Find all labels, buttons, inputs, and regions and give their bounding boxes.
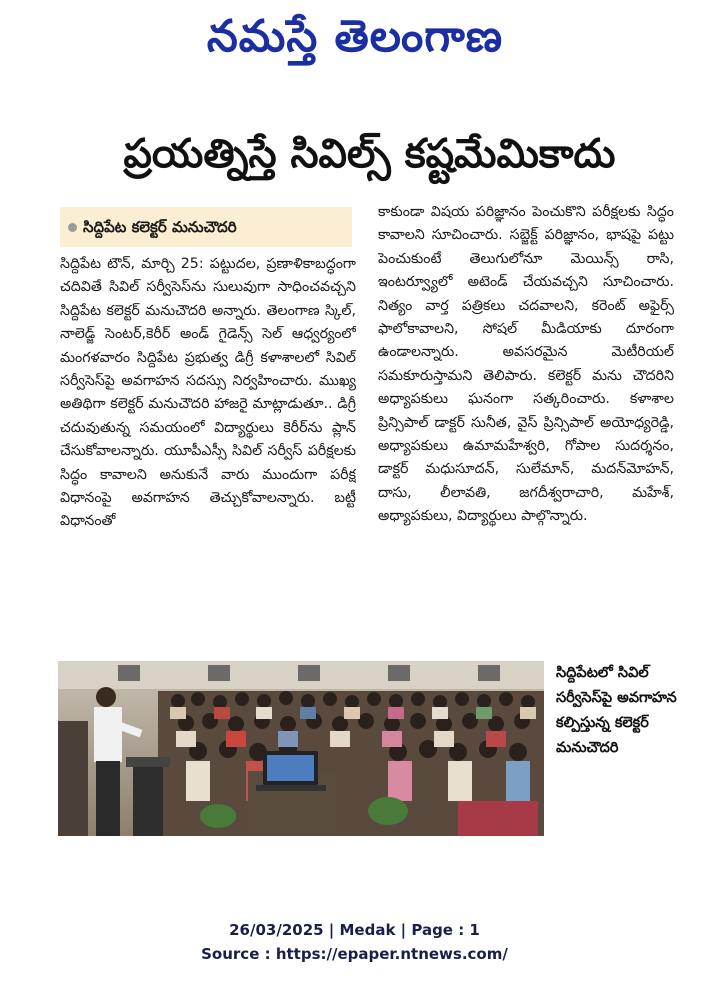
article-headline: ప్రయత్నిస్తే సివిల్స్ కష్టమేమికాదు (123, 131, 616, 177)
event-photo-illustration (58, 661, 544, 836)
article-photo (58, 661, 544, 836)
newspaper-masthead: నమస్తే తెలంగాణ (206, 11, 504, 62)
article-body-left-column: సిద్దిపేట టౌన్, మార్చి 25: పట్టుదల, ప్రణాళికాబద్ధంగా చదివితే సివిల్ సర్వీసెస్‌ను సులువుగా సాధించవచ్చని సిద్దిపేట కలెక్టర్ మనుచౌదరి అన్నారు. తెలంగాణ స్కిల్, నాలెడ్జ్ సెంటర్,కెరీర్ అండ్ గైడెన్స్ సెల్ ఆధ్వర్యంలో మంగళవారం సిద్దిపేట ప్రభుత్వ డిగ్రీ కళాశాలలో సివిల్ సర్వీసెస్‌పై అవగాహన సదస్సు నిర్వహించారు. ముఖ్య అతిథిగా కలెక్టర్ మనుచౌదరి హాజరై మాట్లాడుతూ.. డిగ్రీ చదువుతున్న సమయంలో విద్యార్థులు కెరీర్‌ను ప్లాన్ చేసుకోవాలన్నారు. యూపీఎస్సీ సివిల్ సర్వీస్ పరీక్షలకు సిద్ధం కావాలని అనుకునే వారు ముందుగా పరీక్ష విధానంపై అవగాహన తెచ్చుకోవాలన్నారు. బట్టీ విధానంతో (60, 256, 356, 530)
article-body-right-column: కాకుండా విషయ పరిజ్ఞానం పెంచుకొని పరీక్షలకు సిద్ధం కావాలని సూచించారు. సబ్జెక్ట్ పరిజ్ఞానం, భాషపై పట్టు పెంచుకుంటే తెలుగులోనూ మెయిన్స్ రాసి, ఇంటర్వ్యూలో అటెండ్ చేయవచ్చని సూచించారు. నిత్యం వార్త పత్రికలు చదవాలని, కరెంట్ అఫైర్స్ ఫాలోకావాలని, సోషల్ మీడియాకు దూరంగా ఉండాలన్నారు. అవసరమైన మెటీరియల్ సమకూరుస్తామని తెలిపారు. కలెక్టర్ మను చౌదరిని అధ్యాపకులు ఘనంగా సత్కరించారు. కళాశాల ప్రిన్సిపాల్ డాక్టర్ సునీత, వైస్ ప్రిన్సిపాల్ అయోధ్యరెడ్డి, అధ్యాపకులు ఉమామహేశ్వరి, గోపాల సుదర్శనం, డాక్టర్ మధుసూదన్, సులేమాన్, మదన్‌మోహన్, దాసు, లీలావతి, జగదీశ్వరాచారి, మహేశ్, అధ్యాపకులు, విద్యార్థులు పాల్గొన్నారు. (378, 204, 674, 525)
footer-source-line: Source : https://epaper.ntnews.com/ (201, 945, 508, 963)
byline-text: సిద్దిపేట కలెక్టర్ మనుచౌదరి (83, 218, 237, 236)
photo-caption: సిద్దిపేటలో సివిల్ సర్వీసెస్‌పై అవగాహన కల్పిస్తున్న కలెక్టర్ మనుచౌదరి (556, 665, 677, 756)
article-clipping (56, 103, 683, 838)
footer-date-line: 26/03/2025 | Medak | Page : 1 (229, 921, 480, 939)
bullet-dot-icon (68, 223, 77, 232)
article-byline (60, 207, 352, 247)
